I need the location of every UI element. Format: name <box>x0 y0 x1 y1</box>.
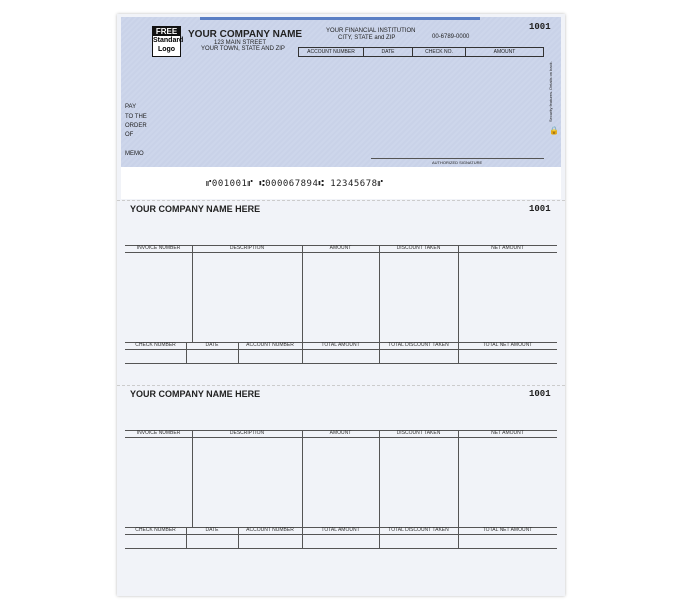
summary-column-header: ACCOUNT NUMBER <box>246 342 294 348</box>
table-rule <box>125 534 557 535</box>
header-account-number: ACCOUNT NUMBER <box>299 48 364 56</box>
bank-city: CITY, STATE and ZIP <box>338 35 396 41</box>
column-divider <box>302 245 303 342</box>
order-label: ORDER <box>125 123 147 129</box>
summary-column-header: TOTAL AMOUNT <box>321 342 360 348</box>
column-divider <box>192 245 193 342</box>
free-standard-logo <box>152 26 184 57</box>
stub-company-title: YOUR COMPANY NAME HERE <box>130 389 261 399</box>
column-divider <box>458 430 459 527</box>
header-amount: AMOUNT <box>493 49 516 55</box>
summary-column-header: TOTAL NET AMOUNT <box>482 342 533 348</box>
column-header: DESCRIPTION <box>229 245 265 251</box>
column-header: DESCRIPTION <box>229 430 265 436</box>
summary-column-header: CHECK NUMBER <box>135 527 176 533</box>
summary-column-header: ACCOUNT NUMBER <box>246 527 294 533</box>
logo-free-text: FREE <box>153 27 180 36</box>
signature-label: AUTHORIZED SIGNATURE <box>432 160 483 165</box>
header-date: DATE <box>364 48 413 56</box>
logo-line2: Logo <box>157 46 176 53</box>
summary-column-header: TOTAL NET AMOUNT <box>482 527 533 533</box>
column-divider <box>458 245 459 342</box>
column-header: DISCOUNT TAKEN <box>396 430 441 436</box>
column-divider <box>302 430 303 527</box>
column-divider <box>379 430 380 527</box>
to-the-label: TO THE <box>125 114 147 120</box>
of-label: OF <box>125 132 134 138</box>
company-town: YOUR TOWN, STATE AND ZIP <box>201 46 285 52</box>
column-divider <box>192 430 193 527</box>
table-rule <box>125 548 557 549</box>
summary-column-header: DATE <box>205 527 219 533</box>
column-header: NET AMOUNT <box>491 245 524 251</box>
column-header: INVOICE NUMBER <box>136 245 181 251</box>
stub-check-number: 1001 <box>529 204 551 214</box>
check-top-accent <box>200 17 480 20</box>
summary-column-header: CHECK NUMBER <box>135 342 176 348</box>
column-header: AMOUNT <box>329 430 352 436</box>
header-check-no: CHECK NO. <box>413 48 466 56</box>
column-divider <box>379 245 380 342</box>
perforation-line <box>117 200 565 201</box>
table-rule <box>125 363 557 364</box>
check-header-table <box>298 47 544 57</box>
summary-column-header: DATE <box>205 342 219 348</box>
company-street: 123 MAIN STREET <box>214 40 267 46</box>
table-rule <box>125 349 557 350</box>
table-rule <box>125 437 557 438</box>
column-header: DISCOUNT TAKEN <box>396 245 441 251</box>
stub-company-title: YOUR COMPANY NAME HERE <box>130 204 261 214</box>
routing-fraction: 00-6789-0000 <box>432 34 470 40</box>
perforation-line <box>117 385 565 386</box>
column-header: NET AMOUNT <box>491 430 524 436</box>
pay-label: PAY <box>125 104 137 110</box>
micr-line: ⑈001001⑈ ⑆000067894⑆ 12345678⑈ <box>206 179 384 189</box>
column-header: AMOUNT <box>329 245 352 251</box>
summary-column-header: TOTAL AMOUNT <box>321 527 360 533</box>
company-name: YOUR COMPANY NAME <box>188 29 303 40</box>
signature-line <box>371 158 544 159</box>
column-header: INVOICE NUMBER <box>136 430 181 436</box>
summary-column-header: TOTAL DISCOUNT TAKEN <box>388 342 449 348</box>
memo-label: MEMO <box>125 151 144 157</box>
summary-column-header: TOTAL DISCOUNT TAKEN <box>388 527 449 533</box>
logo-line1: Standard <box>153 37 184 44</box>
lock-icon: 🔒 <box>549 126 559 135</box>
stub-check-number: 1001 <box>529 389 551 399</box>
table-rule <box>125 252 557 253</box>
check-number: 1001 <box>529 22 551 32</box>
bank-name: YOUR FINANCIAL INSTITUTION <box>326 28 416 34</box>
security-text: Security features. Details on back. <box>548 61 553 122</box>
